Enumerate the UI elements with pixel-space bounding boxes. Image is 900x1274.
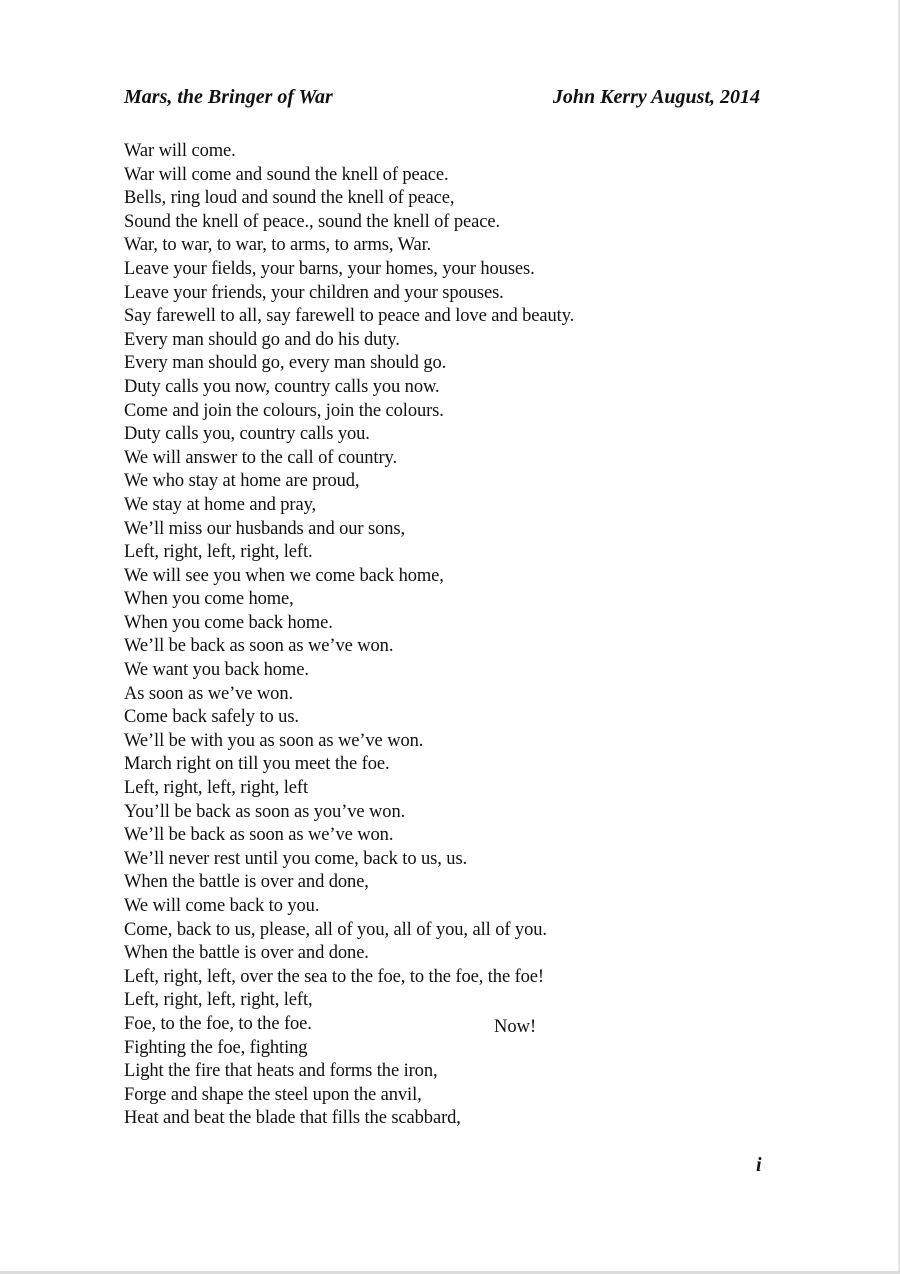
poem-line: War will come. bbox=[124, 141, 236, 161]
poem-line: We will answer to the call of country. bbox=[124, 447, 397, 468]
poem-line: When you come home, bbox=[124, 589, 294, 610]
poem-line: Foe, to the foe, to the foe. bbox=[124, 1013, 312, 1034]
poem-line: March right on till you meet the foe. bbox=[124, 754, 390, 775]
page-number: i bbox=[756, 1154, 762, 1176]
poem-line: Every man should go, every man should go. bbox=[124, 353, 447, 374]
poem-line: Leave your fields, your barns, your homes, your houses. bbox=[124, 258, 535, 279]
poem-line: You’ll be back as soon as you’ve won. bbox=[124, 801, 406, 822]
poem-line: Say farewell to all, say farewell to peace and love and beauty. bbox=[124, 306, 575, 327]
poem-line: We’ll be back as soon as we’ve won. bbox=[124, 825, 394, 846]
poem-body bbox=[124, 140, 764, 1131]
poem-line: Left, right, left, right, left bbox=[124, 778, 308, 799]
poem-line: We’ll be back as soon as we’ve won. bbox=[124, 636, 394, 657]
poem-line: Duty calls you now, country calls you now. bbox=[124, 376, 440, 397]
poem-line: War will come and sound the knell of peace. bbox=[124, 164, 449, 185]
poem-line: Fighting the foe, fighting bbox=[124, 1037, 308, 1058]
poem-line: Forge and shape the steel upon the anvil, bbox=[124, 1084, 422, 1105]
poem-line: Light the fire that heats and forms the iron, bbox=[124, 1061, 438, 1082]
poem-line: We want you back home. bbox=[124, 660, 309, 681]
interjection-now: Now! bbox=[494, 1017, 537, 1037]
poem-line: We’ll never rest until you come, back to us, us. bbox=[124, 848, 468, 869]
poem-line: Left, right, left, right, left. bbox=[124, 542, 313, 563]
poem-line: Bells, ring loud and sound the knell of peace, bbox=[124, 188, 455, 209]
poem-line: Come, back to us, please, all of you, all of you, all of you. bbox=[124, 919, 547, 940]
poem-line: War, to war, to war, to arms, to arms, War. bbox=[124, 235, 432, 256]
poem-line: We will see you when we come back home, bbox=[124, 565, 444, 586]
author-date: John Kerry August, 2014 bbox=[552, 86, 760, 108]
poem-line: Leave your friends, your children and your spouses. bbox=[124, 282, 504, 303]
poem-line: Every man should go and do his duty. bbox=[124, 329, 400, 350]
poem-line: We’ll be with you as soon as we’ve won. bbox=[124, 730, 424, 751]
poem-title: Mars, the Bringer of War bbox=[124, 86, 333, 108]
poem-line: Come back safely to us. bbox=[124, 707, 299, 728]
poem-line: Left, right, left, over the sea to the foe, to the foe, the foe! bbox=[124, 966, 544, 987]
poem-line: As soon as we’ve won. bbox=[124, 683, 293, 704]
poem-line: When you come back home. bbox=[124, 612, 333, 633]
poem-line: Heat and beat the blade that fills the scabbard, bbox=[124, 1108, 461, 1129]
poem-line: When the battle is over and done. bbox=[124, 943, 369, 964]
poem-line: We who stay at home are proud, bbox=[124, 471, 360, 492]
poem-line: We’ll miss our husbands and our sons, bbox=[124, 518, 406, 539]
poem-line: We stay at home and pray, bbox=[124, 494, 317, 515]
poem-line: When the battle is over and done, bbox=[124, 872, 369, 893]
poem-line: Duty calls you, country calls you. bbox=[124, 424, 370, 445]
poem-line: We will come back to you. bbox=[124, 896, 320, 916]
poem-line: Left, right, left, right, left, bbox=[124, 990, 313, 1011]
poem-line: Come and join the colours, join the colours. bbox=[124, 400, 444, 421]
poem-line: Sound the knell of peace., sound the knell of peace. bbox=[124, 211, 500, 232]
